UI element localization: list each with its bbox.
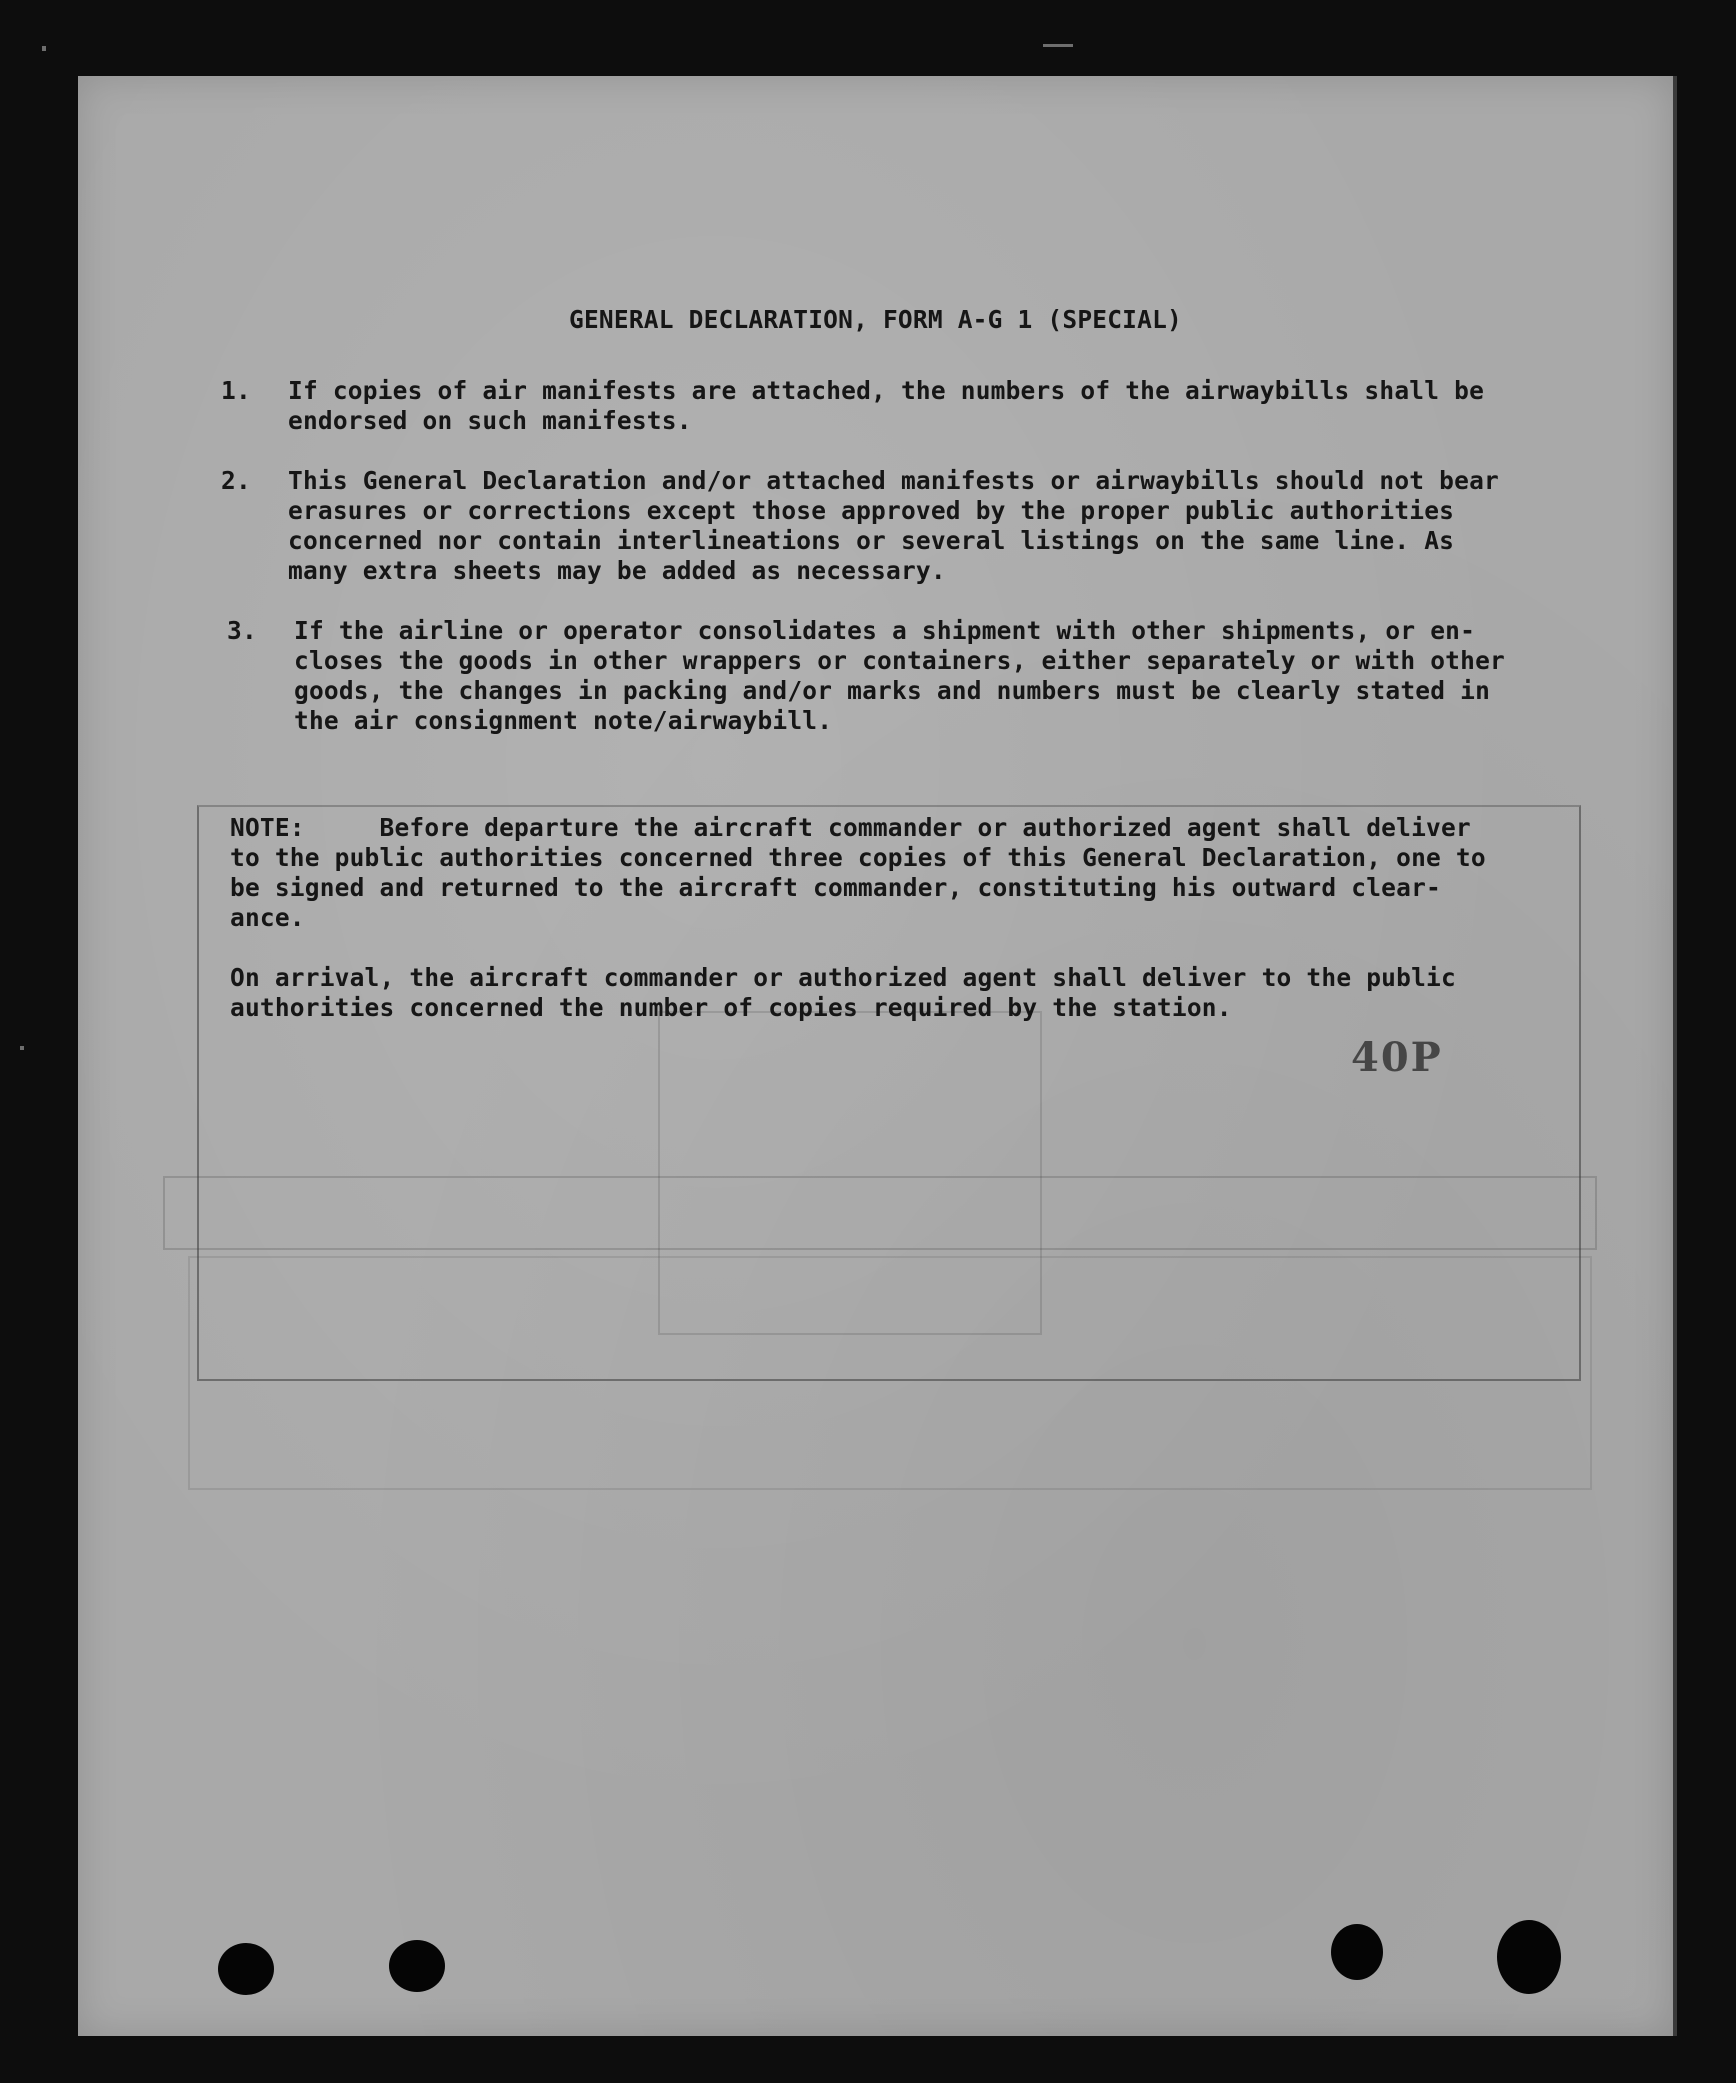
item-text: If the airline or operator consolidates a shipment with other shipments, or en- closes the goods in other wrappers or containers, either separately or with other goods, the changes in packing and/or marks and numbers must be clearly stated in the air consignment note/airwaybill. — [294, 616, 1505, 735]
punch-hole — [1497, 1920, 1561, 1994]
item-number: 3. — [227, 616, 257, 645]
note-paragraph: On arrival, the aircraft commander or authorized agent shall deliver to the public authorities concerned the number of copies required by the station. — [230, 963, 1456, 1022]
punch-hole — [389, 1940, 445, 1992]
punch-hole — [218, 1943, 274, 1995]
item-text: If copies of air manifests are attached, the numbers of the airwaybills shall be endorsed on such manifests. — [288, 376, 1485, 435]
scan-speck — [20, 1046, 24, 1050]
item-number: 1. — [221, 376, 251, 405]
stamp-mark: 40P — [1351, 1034, 1443, 1081]
scan-speck — [1043, 44, 1073, 47]
item-number: 2. — [221, 466, 251, 495]
punch-hole — [1331, 1924, 1383, 1980]
note-paragraph: NOTE: Before departure the aircraft commander or authorized agent shall deliver to the public authorities concerned three copies of this General Declaration, one to be signed and returned to the aircraft commander, constituting his outward clear- ance. — [230, 813, 1486, 932]
scan-speck — [42, 46, 46, 51]
document-page — [78, 76, 1677, 2036]
page-title: GENERAL DECLARATION, FORM A-G 1 (SPECIAL) — [569, 305, 1182, 334]
item-text: This General Declaration and/or attached manifests or airwaybills should not bear erasures or corrections except those approved by the proper public authorities concerned nor contain interlineations or several listings on the same line. As many extra sheets may be added as necessary. — [288, 466, 1499, 585]
